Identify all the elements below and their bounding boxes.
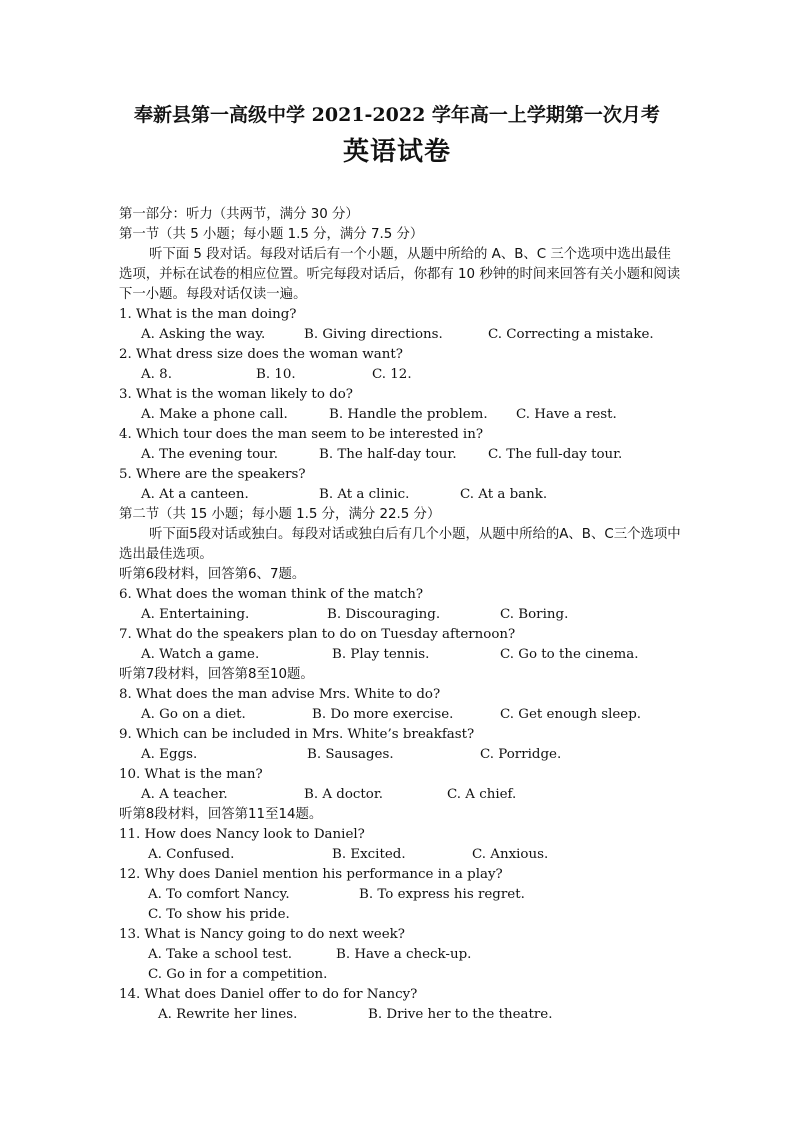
option-c: C. Get enough sleep. bbox=[500, 707, 642, 722]
section1-heading: 第一节（共 5 小题；每小题 1.5 分，满分 7.5 分） bbox=[119, 227, 424, 242]
question-2: 2. What dress size does the woman want? bbox=[119, 347, 403, 362]
options-5 bbox=[119, 485, 684, 505]
options-4 bbox=[119, 445, 684, 465]
option-a: A. Entertaining. bbox=[141, 607, 250, 622]
question-4: 4. Which tour does the man seem to be interested in? bbox=[119, 427, 483, 442]
option-a: A. Asking the way. bbox=[141, 327, 266, 342]
question-10: 10. What is the man? bbox=[119, 767, 263, 782]
material-note-6: 听第6段材料，回答第6、7题。 bbox=[119, 567, 306, 582]
option-a: A. Make a phone call. bbox=[141, 407, 288, 422]
options-12 bbox=[119, 885, 684, 905]
option-c: C. Boring. bbox=[500, 607, 569, 622]
option-a: A. Take a school test. bbox=[148, 947, 293, 962]
option-b: B. 10. bbox=[256, 367, 296, 382]
question-12: 12. Why does Daniel mention his performance in a play? bbox=[119, 867, 503, 882]
option-b: B. The half-day tour. bbox=[319, 447, 457, 462]
question-3: 3. What is the woman likely to do? bbox=[119, 387, 353, 402]
material-note-8: 听第8段材料，回答第11至14题。 bbox=[119, 807, 323, 822]
option-a: A. The evening tour. bbox=[141, 447, 278, 462]
option-a: A. Confused. bbox=[148, 847, 235, 862]
option-b: B. Giving directions. bbox=[304, 327, 443, 342]
option-a: A. Watch a game. bbox=[141, 647, 260, 662]
option-c: C. 12. bbox=[372, 367, 412, 382]
option-b: B. Discouraging. bbox=[327, 607, 441, 622]
option-c: C. A chief. bbox=[447, 787, 517, 802]
options-14 bbox=[119, 1005, 684, 1025]
options-10 bbox=[119, 785, 684, 805]
option-c: C. At a bank. bbox=[460, 487, 548, 502]
options-9 bbox=[119, 745, 684, 765]
option-c: C. To show his pride. bbox=[148, 907, 290, 922]
option-a: A. Go on a diet. bbox=[141, 707, 246, 722]
option-c: C. Anxious. bbox=[472, 847, 549, 862]
option-a: A. To comfort Nancy. bbox=[148, 887, 290, 902]
options-3 bbox=[119, 405, 684, 425]
question-1: 1. What is the man doing? bbox=[119, 307, 297, 322]
option-b: B. Drive her to the theatre. bbox=[368, 1007, 553, 1022]
options-1 bbox=[119, 325, 684, 345]
question-13: 13. What is Nancy going to do next week? bbox=[119, 927, 405, 942]
option-c: C. Porridge. bbox=[480, 747, 562, 762]
option-b: B. Excited. bbox=[332, 847, 406, 862]
question-5: 5. Where are the speakers? bbox=[119, 467, 306, 482]
option-c: C. The full-day tour. bbox=[488, 447, 623, 462]
question-6: 6. What does the woman think of the match? bbox=[119, 587, 424, 602]
section2-heading: 第二节（共 15 小题；每小题 1.5 分，满分 22.5 分） bbox=[119, 507, 441, 522]
options-12-cont bbox=[119, 905, 684, 925]
option-c: C. Have a rest. bbox=[516, 407, 617, 422]
option-c: C. Correcting a mistake. bbox=[488, 327, 654, 342]
options-13 bbox=[119, 945, 684, 965]
question-9: 9. Which can be included in Mrs. White’s breakfast? bbox=[119, 727, 475, 742]
option-b: B. At a clinic. bbox=[319, 487, 410, 502]
option-a: A. A teacher. bbox=[141, 787, 228, 802]
question-11: 11. How does Nancy look to Daniel? bbox=[119, 827, 365, 842]
option-b: B. Sausages. bbox=[307, 747, 394, 762]
option-b: B. To express his regret. bbox=[359, 887, 525, 902]
options-2 bbox=[119, 365, 684, 385]
exam-body bbox=[119, 205, 684, 1025]
part1-heading: 第一部分：听力（共两节，满分 30 分） bbox=[119, 207, 359, 222]
options-6 bbox=[119, 605, 684, 625]
options-8 bbox=[119, 705, 684, 725]
question-7: 7. What do the speakers plan to do on Tuesday afternoon? bbox=[119, 627, 516, 642]
option-a: A. 8. bbox=[141, 367, 172, 382]
option-b: B. Have a check-up. bbox=[336, 947, 472, 962]
option-a: A. Eggs. bbox=[141, 747, 198, 762]
option-c: C. Go in for a competition. bbox=[148, 967, 328, 982]
option-a: A. Rewrite her lines. bbox=[158, 1007, 298, 1022]
section1-instructions: 听下面 5 段对话。每段对话后有一个小题，从题中所给的 A、B、C 三个选项中选出最佳选项，并标在试卷的相应位置。听完每段对话后，你都有 10 秒钟的时间来回答有关小题和阅读下一小题。每段对话仅读一遍。 bbox=[119, 247, 681, 302]
options-13-cont bbox=[119, 965, 684, 985]
option-b: B. Play tennis. bbox=[332, 647, 430, 662]
exam-subject-title: 英语试卷 bbox=[342, 137, 451, 167]
exam-school-title: 奉新县第一高级中学 2021-2022 学年高一上学期第一次月考 bbox=[134, 104, 660, 126]
option-c: C. Go to the cinema. bbox=[500, 647, 639, 662]
options-11 bbox=[119, 845, 684, 865]
section2-instructions: 听下面5段对话或独白。每段对话或独白后有几个小题，从题中所给的A、B、C三个选项中选出最佳选项。 bbox=[119, 527, 681, 562]
option-b: B. Handle the problem. bbox=[329, 407, 488, 422]
option-b: B. Do more exercise. bbox=[312, 707, 454, 722]
question-14: 14. What does Daniel offer to do for Nancy? bbox=[119, 987, 418, 1002]
options-7 bbox=[119, 645, 684, 665]
option-a: A. At a canteen. bbox=[141, 487, 249, 502]
option-b: B. A doctor. bbox=[304, 787, 384, 802]
material-note-7: 听第7段材料，回答第8至10题。 bbox=[119, 667, 314, 682]
question-8: 8. What does the man advise Mrs. White to do? bbox=[119, 687, 441, 702]
